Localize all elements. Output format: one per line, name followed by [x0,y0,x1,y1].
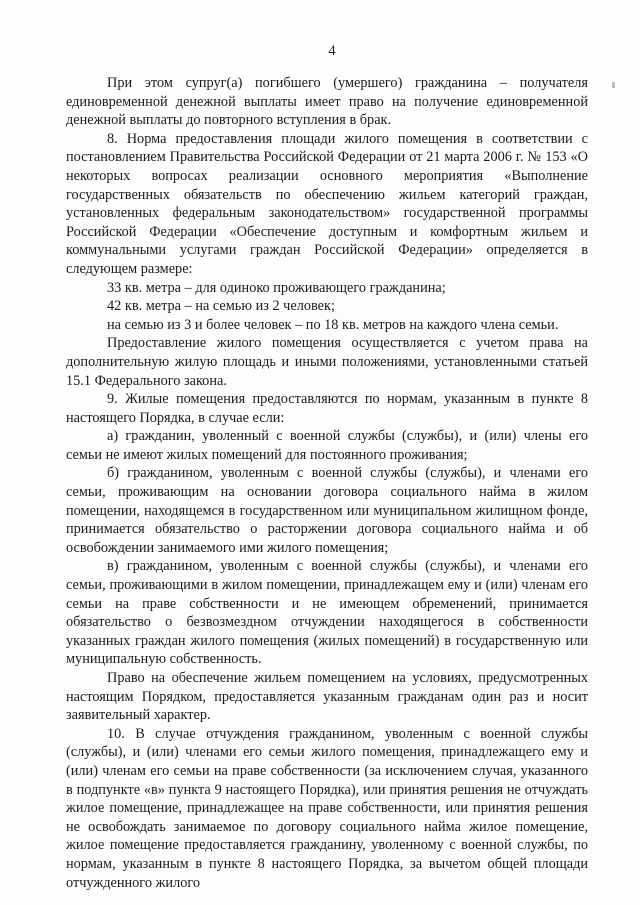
paragraph-additional-area: Предоставление жилого помещения осуществляется с учетом права на дополнительную жилую площадь и иными положениями, установленными статьей 15.1 Федерального закона. [66,335,588,389]
paragraph-8-area-norm: 8. Норма предоставления площади жилого помещения в соответствии с постановлением Правительства Российской Федерации от 21 марта 2006 г. № 153 «О некоторых вопросах реализации основного мероприятия «Выполнение государственных обязательств по обеспечению жильем категорий граждан, установленных федеральным законодательством» государственной программы Российской Федерации «Обеспечение доступным и комфортным жильем и коммунальными услугами граждан Российской Федерации» определяется в следующем размере: [66,130,588,277]
paragraph-9-conditions: 9. Жилые помещения предоставляются по нормам, указанным в пункте 8 настоящего Порядка, в случае если: [66,391,588,426]
paragraph-spouse-right: При этом супруг(а) погибшего (умершего) гражданина – получателя единовременной денежной выплаты имеет право на получение единовременной денежной выплаты до повторного вступления в брак. [66,75,588,129]
norm-three-plus: на семью из 3 и более человек – по 18 кв. метров на каждого члена семьи. [107,316,559,333]
scan-artifact [612,82,615,88]
document-body [66,74,588,892]
condition-a: а) гражданин, уволенный с военной службы (службы), и (или) члены его семьи не имеют жилых помещений для постоянного проживания; [66,428,588,463]
norm-single: 33 кв. метра – для одиноко проживающего гражданина; [107,279,446,296]
condition-c: в) гражданином, уволенным с военной службы (службы), и членами его семьи, проживающими в жилом помещении, принадлежащем ему и (или) членам его семьи на праве собственности и не имеющем обременений, принимается обязательство о безвозмездном отчуждении находящегося в собственности указанных граждан жилого помещения (жилых помещений) в государственную или муниципальную собственность. [66,558,588,668]
paragraph-one-time-right: Право на обеспечение жильем помещением на условиях, предусмотренных настоящим Порядком, предоставляется указанным гражданам один раз и носит заявительный характер. [66,670,588,724]
paragraph-10-alienation: 10. В случае отчуждения гражданином, уволенным с военной службы (службы), и (или) членами его семьи жилого помещения, принадлежащего ему и (или) членам его семьи на праве собственности (за исключением случая, указанного в подпункте «в» пункта 9 настоящего Порядка), или принятия решения не отчуждать жилое помещение, принадлежащее на праве собственности, или принятия решения не освобождать занимаемое по договору социального найма жилое помещение, жилое помещение предоставляется гражданину, уволенному с военной службы, по нормам, указанным в пункте 8 настоящего Порядка, за вычетом общей площади отчужденного жилого [66,725,588,891]
norm-two-persons: 42 кв. метра – на семью из 2 человек; [107,298,335,315]
condition-b: б) гражданином, уволенным с военной службы (службы), и членами его семьи, проживающим на основании договора социального найма в жилом помещении, находящемся в государственном или муниципальном жилищном фонде, принимается обязательство о расторжении договора социального найма и об освобождении занимаемого ими жилого помещения; [66,465,588,556]
page-number: 4 [328,43,336,59]
